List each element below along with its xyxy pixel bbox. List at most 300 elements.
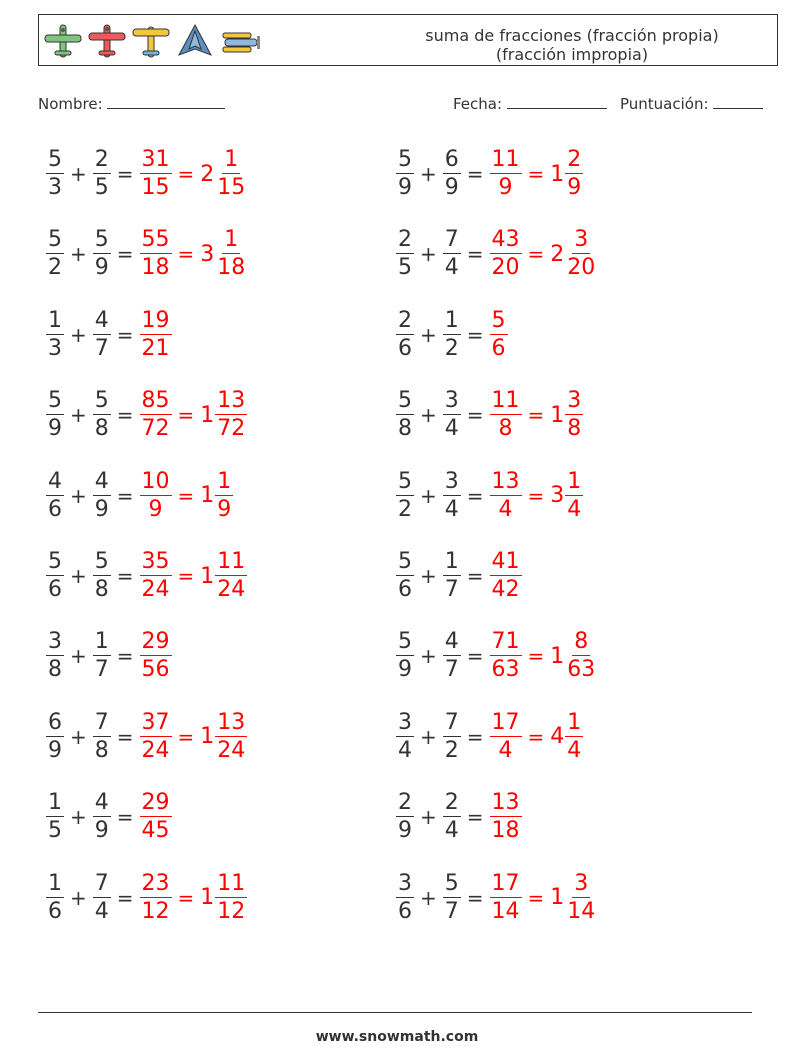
addend-1-fraction-numerator: 6 [48,709,62,735]
improper-result-fraction-denominator: 21 [141,335,170,361]
improper-result-fraction [140,631,172,681]
red-airplane-icon [87,21,127,61]
addend-2-fraction-denominator: 5 [94,175,109,200]
mixed-fraction-part-denominator: 24 [217,577,246,602]
date-label: Fecha: [453,95,503,113]
footer-website: www.snowmath.com [315,1029,479,1045]
addend-2-fraction-numerator: 4 [94,307,109,333]
improper-result-fraction-numerator: 13 [491,790,520,816]
improper-result-fraction [140,468,172,522]
addend-1-fraction-denominator: 5 [48,818,62,844]
addend-2-fraction-numerator: 5 [444,870,459,896]
mixed-fraction-part [565,229,597,279]
answer [490,307,508,361]
addend-1-fraction [46,551,64,601]
mixed-fraction-part-denominator: 18 [217,255,246,281]
score-label: Puntuación: [620,95,709,113]
addend-1-fraction-denominator: 8 [48,657,62,683]
addend-1-fraction [46,149,64,199]
problem-row [46,142,247,206]
improper-result-fraction-denominator: 14 [491,898,520,924]
addend-2-fraction-denominator: 7 [444,898,459,924]
problem-row [396,222,597,286]
mixed-fraction-part [565,631,597,681]
addend-1-fraction-denominator: 3 [48,175,62,200]
improper-result-fraction-denominator: 45 [141,818,170,844]
improper-result-fraction-denominator: 12 [141,898,170,924]
improper-result-fraction-numerator: 17 [491,870,520,896]
score-field [620,94,763,113]
answer [490,792,522,842]
addend-2-fraction-denominator: 4 [444,496,459,522]
addend-1-fraction [46,792,64,842]
mixed-fraction-part-denominator: 72 [217,416,246,442]
improper-result-fraction [490,631,522,681]
addend-1-fraction-denominator: 2 [48,255,62,281]
addend-1-fraction-denominator: 8 [398,416,412,442]
improper-result-fraction-denominator: 56 [141,657,170,683]
equals-sign: = [116,564,134,588]
mixed-whole-number: 3 [550,483,565,509]
plus-sign: + [420,724,437,749]
mixed-whole-number: 2 [550,241,565,267]
yellow-airplane-icon [131,21,171,61]
problem-row [46,464,233,528]
plus-sign: + [70,483,87,508]
addend-2-fraction [443,149,461,199]
addend-2-fraction-denominator: 4 [444,818,459,844]
answer [140,709,248,763]
improper-result-fraction-numerator: 29 [141,629,170,655]
addend-1-fraction [46,870,64,924]
addend-1-fraction-numerator: 5 [398,629,412,655]
addend-1-fraction-numerator: 4 [48,468,62,494]
addend-2-fraction [93,870,111,924]
title-line-2: (fracción impropia) [495,45,649,64]
equals-sign: = [177,724,195,749]
addend-1-fraction-denominator: 6 [48,577,62,602]
plus-sign: + [70,564,87,588]
addend-2-fraction [443,390,461,440]
improper-result-fraction-denominator: 4 [498,737,513,763]
addend-2-fraction [93,792,111,842]
improper-result-fraction-numerator: 85 [141,388,170,414]
mixed-fraction-part-numerator: 8 [574,629,589,655]
addend-1-fraction-denominator: 6 [48,898,62,924]
header-box [38,14,778,66]
equals-sign: = [116,805,134,830]
improper-result-fraction [490,870,522,924]
title-line-1: suma de fracciones (fracción propia) [425,26,719,45]
addend-2-fraction-denominator: 9 [444,175,459,200]
improper-result-fraction-numerator: 31 [141,147,170,172]
equals-sign: = [116,885,134,910]
addend-2-fraction [443,307,461,361]
worksheet-title [407,26,737,64]
problem-row [46,705,247,769]
improper-result-fraction [490,390,522,440]
addend-2-fraction-numerator: 5 [94,227,109,253]
mixed-fraction-part-numerator: 2 [567,147,582,172]
addend-1-fraction [396,468,414,522]
addend-2-fraction [443,229,461,279]
addend-2-fraction-numerator: 4 [94,468,109,494]
footer-divider [38,1012,752,1013]
addend-1-fraction-denominator: 9 [398,657,412,683]
mixed-fraction-part-denominator: 8 [567,416,582,442]
improper-result-fraction [140,709,172,763]
addend-2-fraction-numerator: 1 [444,549,459,574]
mixed-fraction-part-numerator: 3 [574,870,589,896]
addend-1-fraction-numerator: 5 [398,147,412,172]
equals-sign: = [466,162,484,186]
problem-row [396,383,583,447]
addend-1-fraction-numerator: 3 [398,709,412,735]
answer [140,229,248,279]
addend-1-fraction [46,468,64,522]
addend-1-fraction-denominator: 5 [398,255,412,281]
improper-result-fraction-denominator: 4 [498,496,513,522]
addend-2-fraction-numerator: 1 [94,629,109,655]
plus-sign: + [420,885,437,910]
addend-2-fraction-numerator: 4 [94,790,109,816]
header-icons [43,21,263,61]
mixed-fraction-part [565,709,583,763]
improper-result-fraction-denominator: 20 [491,255,520,281]
improper-result-fraction-numerator: 29 [141,790,170,816]
mixed-fraction-part [565,468,583,522]
addend-2-fraction-numerator: 7 [94,870,109,896]
addend-2-fraction-numerator: 3 [444,388,459,414]
equals-sign: = [466,724,484,749]
mixed-fraction-part-denominator: 63 [567,657,596,683]
addend-2-fraction-denominator: 2 [444,737,459,763]
addend-2-fraction [443,551,461,601]
addend-2-fraction-denominator: 8 [94,416,109,442]
answer [490,229,598,279]
addend-1-fraction [46,390,64,440]
mixed-fraction-part-numerator: 1 [217,468,232,494]
addend-1-fraction-numerator: 5 [48,388,62,414]
name-blank[interactable] [107,94,225,109]
addend-2-fraction [443,468,461,522]
improper-result-fraction-numerator: 17 [491,709,520,735]
improper-result-fraction-denominator: 24 [141,737,170,763]
addend-2-fraction-denominator: 7 [94,657,109,683]
improper-result-fraction-denominator: 8 [498,416,513,442]
equals-sign: = [527,403,545,428]
addend-1-fraction-denominator: 6 [398,577,412,602]
mixed-fraction-part [565,390,583,440]
problem-row [46,544,247,608]
improper-result-fraction-numerator: 10 [141,468,170,494]
date-blank[interactable] [507,94,607,109]
problem-row [396,705,583,769]
addend-1-fraction-denominator: 6 [398,335,412,361]
addend-2-fraction-denominator: 8 [94,577,109,602]
addend-2-fraction [93,229,111,279]
problem-row [396,544,522,608]
improper-result-fraction-numerator: 11 [491,147,520,172]
addend-1-fraction-numerator: 2 [398,227,412,253]
equals-sign: = [116,644,134,669]
plus-sign: + [70,724,87,749]
equals-sign: = [527,724,545,749]
addend-1-fraction-numerator: 3 [398,870,412,896]
mixed-fraction-part [215,551,247,601]
addend-1-fraction-denominator: 3 [48,335,62,361]
addend-1-fraction-denominator: 6 [48,496,62,522]
equals-sign: = [116,483,134,508]
answer [140,792,172,842]
mixed-whole-number: 4 [550,724,565,750]
mixed-whole-number: 1 [200,402,215,428]
mixed-fraction-part-numerator: 13 [217,388,246,414]
equals-sign: = [116,242,134,267]
mixed-fraction-part [215,870,247,924]
equals-sign: = [527,483,545,508]
addend-1-fraction-numerator: 5 [398,549,412,574]
mixed-whole-number: 1 [550,643,565,669]
improper-result-fraction-numerator: 35 [141,549,170,574]
equals-sign: = [527,885,545,910]
problem-row [46,222,247,286]
addend-2-fraction-numerator: 2 [444,790,459,816]
addend-1-fraction-numerator: 1 [48,870,62,896]
plus-sign: + [420,805,437,830]
date-field [453,94,607,113]
mixed-fraction-part-numerator: 3 [574,227,589,253]
addend-2-fraction [93,709,111,763]
equals-sign: = [177,885,195,910]
equals-sign: = [177,483,195,508]
addend-2-fraction [93,390,111,440]
equals-sign: = [466,805,484,830]
equals-sign: = [466,564,484,588]
mixed-fraction-part-denominator: 24 [217,737,246,763]
answer [140,468,234,522]
addend-2-fraction-denominator: 9 [94,255,109,281]
mixed-whole-number: 1 [550,402,565,428]
answer [140,551,248,601]
equals-sign: = [527,162,545,186]
problem-row [46,303,172,367]
improper-result-fraction-denominator: 42 [491,577,520,602]
improper-result-fraction-denominator: 24 [141,577,170,602]
problem-row [396,785,522,849]
mixed-whole-number: 1 [550,161,565,187]
answer [490,709,584,763]
mixed-fraction-part-numerator: 3 [567,388,582,414]
improper-result-fraction [140,307,172,361]
improper-result-fraction [140,551,172,601]
addend-1-fraction [46,709,64,763]
addend-2-fraction-denominator: 7 [444,657,459,683]
improper-result-fraction [140,229,172,279]
addend-2-fraction-numerator: 4 [444,629,459,655]
answer [140,870,248,924]
plus-sign: + [420,644,437,669]
mixed-fraction-part [215,709,247,763]
addend-2-fraction-numerator: 3 [444,468,459,494]
improper-result-fraction-denominator: 9 [148,496,163,522]
answer [490,551,522,601]
addend-2-fraction-numerator: 7 [94,709,109,735]
addend-1-fraction [396,709,414,763]
problem-row [46,866,247,930]
mixed-fraction-part-denominator: 12 [217,898,246,924]
score-blank[interactable] [713,94,763,109]
addend-1-fraction [46,229,64,279]
addend-1-fraction [396,631,414,681]
addend-2-fraction-denominator: 9 [94,496,109,522]
answer [490,149,584,199]
addend-1-fraction [396,149,414,199]
equals-sign: = [466,322,484,347]
addend-2-fraction-numerator: 1 [444,307,459,333]
addend-2-fraction [443,709,461,763]
improper-result-fraction-denominator: 63 [491,657,520,683]
addend-1-fraction-numerator: 2 [398,790,412,816]
improper-result-fraction-numerator: 41 [491,549,520,574]
mixed-fraction-part [215,149,247,199]
addend-2-fraction [443,792,461,842]
mixed-fraction-part [215,229,247,279]
addend-1-fraction-numerator: 5 [398,388,412,414]
addend-2-fraction-numerator: 7 [444,227,459,253]
addend-1-fraction-denominator: 4 [398,737,412,763]
addend-2-fraction [93,468,111,522]
problem-row [396,624,597,688]
addend-1-fraction-numerator: 3 [48,629,62,655]
plus-sign: + [420,162,437,186]
equals-sign: = [177,162,195,186]
name-label: Nombre: [38,95,103,113]
answer [140,631,172,681]
improper-result-fraction [140,390,172,440]
addend-2-fraction [443,631,461,681]
improper-result-fraction [140,149,172,199]
equals-sign: = [466,403,484,428]
green-airplane-icon [43,21,83,61]
addend-1-fraction-denominator: 6 [398,898,412,924]
problem-row [396,142,583,206]
plus-sign: + [70,322,87,347]
mixed-whole-number: 1 [200,885,215,911]
plus-sign: + [420,403,437,428]
mixed-fraction-part-numerator: 1 [567,468,582,494]
improper-result-fraction [490,229,522,279]
plus-sign: + [420,322,437,347]
mixed-fraction-part-denominator: 14 [567,898,596,924]
plus-sign: + [70,885,87,910]
mixed-fraction-part-numerator: 11 [217,870,246,896]
addend-1-fraction [46,307,64,361]
improper-result-fraction-denominator: 18 [491,818,520,844]
answer [490,631,598,681]
addend-1-fraction [396,229,414,279]
improper-result-fraction-denominator: 18 [141,255,170,281]
answer [490,468,584,522]
equals-sign: = [177,564,195,588]
improper-result-fraction-denominator: 9 [498,175,513,200]
name-field [38,94,225,113]
addend-2-fraction-numerator: 5 [94,388,109,414]
equals-sign: = [466,885,484,910]
addend-2-fraction-denominator: 2 [444,335,459,361]
plus-sign: + [70,242,87,267]
plus-sign: + [420,483,437,508]
improper-result-fraction [140,870,172,924]
answer [140,307,172,361]
equals-sign: = [466,242,484,267]
equals-sign: = [466,644,484,669]
improper-result-fraction [490,468,522,522]
improper-result-fraction-numerator: 55 [141,227,170,253]
addend-1-fraction [396,792,414,842]
problem-row [396,464,583,528]
addend-2-fraction [93,307,111,361]
addend-2-fraction-denominator: 4 [444,416,459,442]
addend-1-fraction-numerator: 5 [48,147,62,172]
mixed-fraction-part [565,149,583,199]
biplane-icon [219,21,263,61]
equals-sign: = [466,483,484,508]
mixed-whole-number: 1 [200,724,215,750]
problem-row [46,785,172,849]
addend-2-fraction-numerator: 6 [444,147,459,172]
answer [490,390,584,440]
addend-1-fraction-numerator: 5 [48,227,62,253]
mixed-fraction-part-denominator: 4 [567,737,582,763]
mixed-fraction-part-denominator: 4 [567,496,582,522]
equals-sign: = [527,242,545,267]
improper-result-fraction-numerator: 71 [491,629,520,655]
improper-result-fraction [140,792,172,842]
improper-result-fraction-denominator: 6 [491,335,506,361]
problem-row [396,303,508,367]
improper-result-fraction-numerator: 19 [141,307,170,333]
addend-1-fraction-numerator: 1 [48,790,62,816]
addend-1-fraction-numerator: 1 [48,307,62,333]
improper-result-fraction-numerator: 5 [491,307,506,333]
addend-1-fraction-numerator: 5 [48,549,62,574]
mixed-fraction-part-denominator: 20 [567,255,596,281]
addend-2-fraction [443,870,461,924]
plus-sign: + [420,564,437,588]
mixed-fraction-part-numerator: 1 [224,147,239,172]
improper-result-fraction-numerator: 11 [491,388,520,414]
addend-2-fraction [93,551,111,601]
addend-2-fraction-numerator: 2 [94,147,109,172]
blue-jet-icon [175,21,215,61]
improper-result-fraction-numerator: 37 [141,709,170,735]
plus-sign: + [70,162,87,186]
improper-result-fraction-denominator: 15 [141,175,170,200]
equals-sign: = [116,162,134,186]
answer [140,390,248,440]
improper-result-fraction [490,307,508,361]
improper-result-fraction-numerator: 43 [491,227,520,253]
mixed-fraction-part-denominator: 9 [567,175,582,200]
mixed-whole-number: 2 [200,161,215,187]
addend-1-fraction-denominator: 9 [398,818,412,844]
problem-row [46,383,247,447]
addend-1-fraction-denominator: 9 [48,416,62,442]
addend-2-fraction-numerator: 7 [444,709,459,735]
addend-2-fraction-denominator: 8 [94,737,109,763]
equals-sign: = [177,242,195,267]
